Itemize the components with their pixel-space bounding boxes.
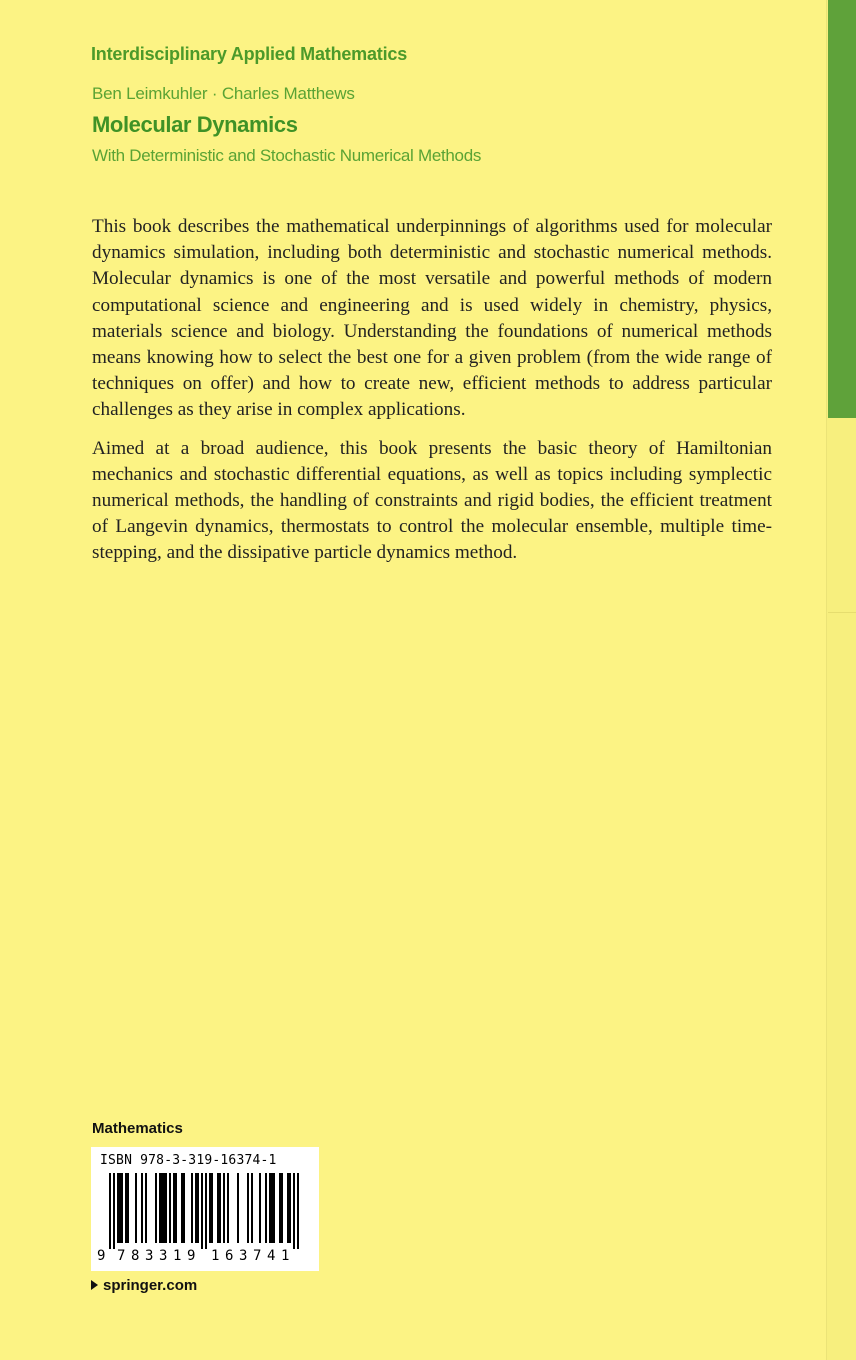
barcode-digit: 3 <box>159 1248 168 1264</box>
barcode-bar <box>169 1173 171 1243</box>
barcode-bar <box>141 1173 143 1243</box>
barcode-digit: 9 <box>187 1248 196 1264</box>
barcode-digit: 1 <box>173 1248 182 1264</box>
barcode-bar <box>197 1173 199 1243</box>
barcode-bar <box>201 1173 203 1249</box>
barcode-bar <box>127 1173 129 1243</box>
barcode-bar <box>109 1173 111 1249</box>
barcode-bar <box>259 1173 261 1243</box>
barcode-bar <box>251 1173 253 1243</box>
barcode-digits <box>97 1248 315 1266</box>
isbn-barcode <box>91 1147 319 1271</box>
barcode-bar <box>279 1173 281 1243</box>
publisher-link[interactable] <box>91 1277 197 1294</box>
barcode-bar <box>119 1173 121 1243</box>
barcode-bar <box>219 1173 221 1243</box>
barcode-bar <box>293 1173 295 1249</box>
book-subtitle: With Deterministic and Stochastic Numerical Methods <box>92 146 482 165</box>
isbn-text: ISBN 978-3-319-16374-1 <box>100 1153 277 1168</box>
barcode-bar <box>183 1173 185 1243</box>
barcode-bar <box>161 1173 163 1243</box>
barcode-digit: 6 <box>225 1248 234 1264</box>
barcode-digit: 8 <box>131 1248 140 1264</box>
barcode-bar <box>271 1173 273 1243</box>
publisher-url[interactable]: springer.com <box>103 1277 198 1294</box>
barcode-bar <box>135 1173 137 1243</box>
barcode-digit: 3 <box>145 1248 154 1264</box>
barcode-bar <box>195 1173 197 1243</box>
barcode-bar <box>217 1173 219 1243</box>
subject-label: Mathematics <box>92 1120 183 1137</box>
description-paragraph: Aimed at a broad audience, this book presents the basic theory of Hamiltonian mechanics and stochastic differential equations, as well as topics including symplectic numerical methods, the handling of constraints and rigid bodies, the efficient treatment of Langevin dynamics, thermostats to control the molecular ensemble, multiple time-stepping, and the dissipative particle dynamics method. <box>92 437 772 564</box>
barcode-bar <box>181 1173 183 1243</box>
barcode-bar <box>273 1173 275 1243</box>
barcode-bar <box>281 1173 283 1243</box>
book-title: Molecular Dynamics <box>92 112 298 137</box>
barcode-bar <box>237 1173 239 1243</box>
spine-green-band <box>828 0 856 418</box>
spine-divider <box>828 612 856 613</box>
barcode-bar <box>159 1173 161 1243</box>
arrow-icon <box>91 1280 98 1290</box>
barcode-bar <box>191 1173 193 1243</box>
barcode-digit: 3 <box>239 1248 248 1264</box>
barcode-bar <box>145 1173 147 1243</box>
barcode-bar <box>175 1173 177 1243</box>
barcode-digit: 7 <box>117 1248 126 1264</box>
description-paragraph: This book describes the mathematical underpinnings of algorithms used for molecular dynamics simulation, including both deterministic and stochastic numerical methods. Molecular dynamics is one of the most versatile and powerful methods of modern computational science and engineering and is used widely in chemistry, physics, materials science and biology. Understanding the foundations of numerical methods means knowing how to select the best one for a given problem (from the wide range of techniques on offer) and how to create new, efficient methods to address particular challenges as they arise in complex applications. <box>92 216 772 421</box>
barcode-bar <box>297 1173 299 1249</box>
barcode-bar <box>173 1173 175 1243</box>
description <box>92 214 772 579</box>
barcode-bar <box>125 1173 127 1243</box>
barcode-bar <box>223 1173 225 1243</box>
barcode-bar <box>165 1173 167 1243</box>
barcode-bars <box>97 1173 313 1249</box>
barcode-bar <box>247 1173 249 1243</box>
barcode-bar <box>287 1173 289 1243</box>
barcode-digit: 1 <box>281 1248 290 1264</box>
barcode-bar <box>265 1173 267 1243</box>
barcode-digit: 7 <box>253 1248 262 1264</box>
barcode-digit: 1 <box>211 1248 220 1264</box>
barcode-bar <box>117 1173 119 1243</box>
barcode-digit: 9 <box>97 1248 106 1264</box>
barcode-bar <box>227 1173 229 1243</box>
barcode-bar <box>205 1173 207 1249</box>
series-title: Interdisciplinary Applied Mathematics <box>91 44 408 64</box>
barcode-bar <box>209 1173 211 1243</box>
barcode-bar <box>113 1173 115 1249</box>
authors: Ben Leimkuhler · Charles Matthews <box>92 84 355 103</box>
barcode-bar <box>211 1173 213 1243</box>
barcode-bar <box>155 1173 157 1243</box>
barcode-bar <box>163 1173 165 1243</box>
barcode-bar <box>289 1173 291 1243</box>
barcode-bar <box>269 1173 271 1243</box>
barcode-bar <box>121 1173 123 1243</box>
barcode-digit: 4 <box>267 1248 276 1264</box>
